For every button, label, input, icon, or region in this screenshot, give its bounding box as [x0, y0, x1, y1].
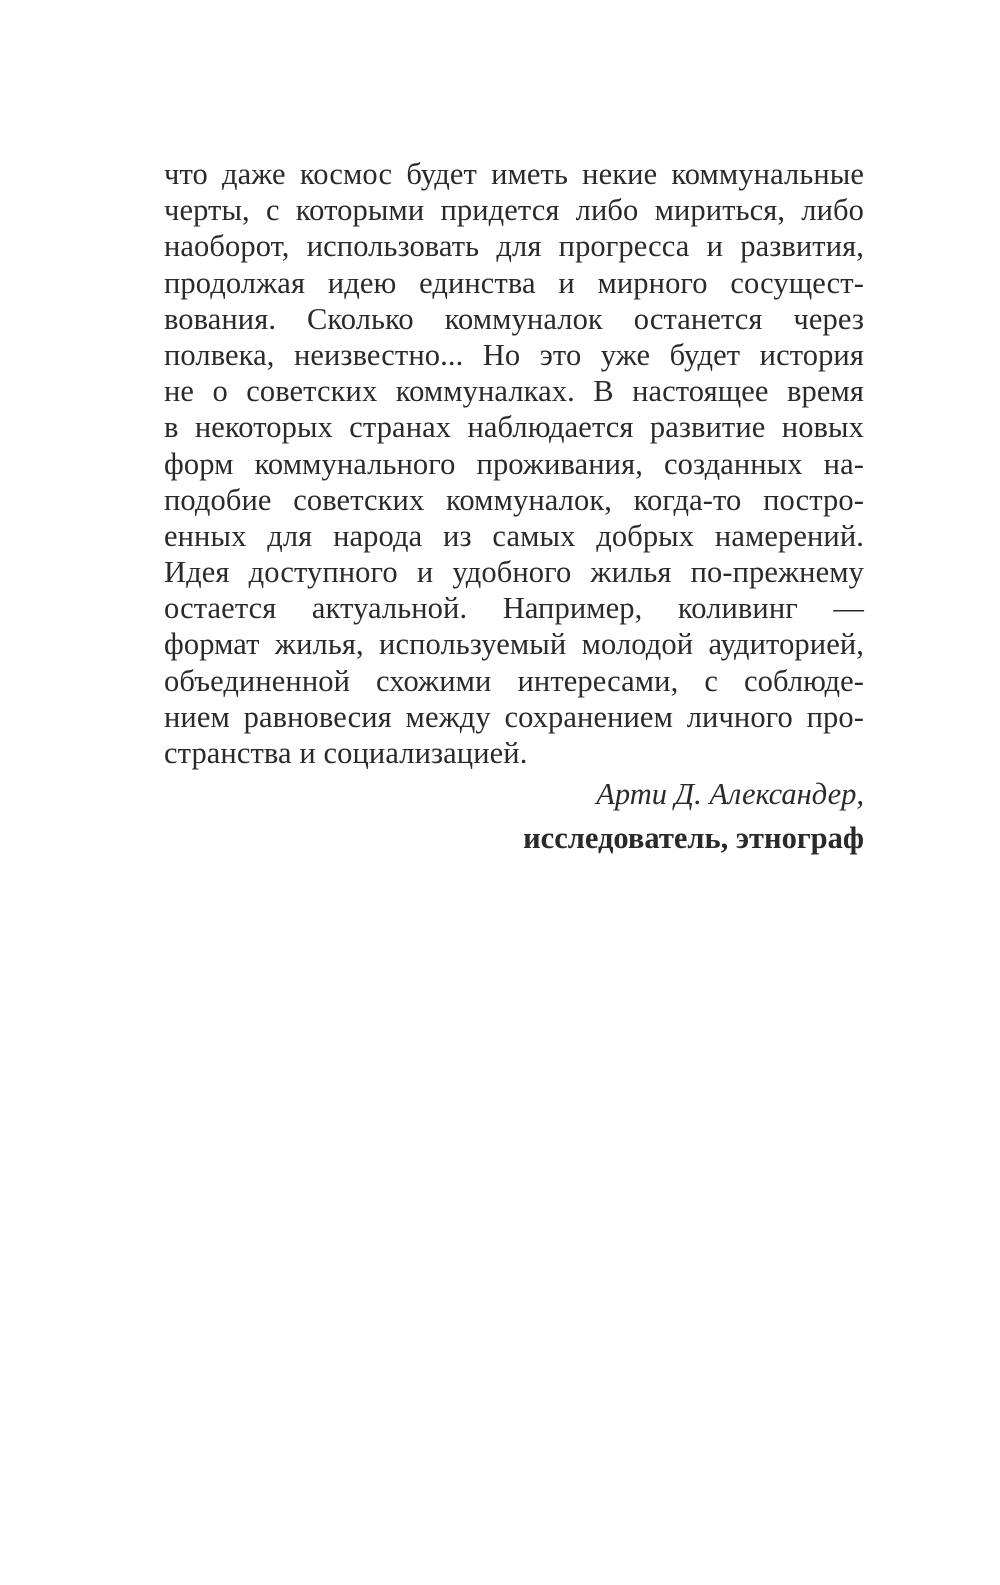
text-line: объединенной схожими интересами, с соблюде-: [164, 663, 864, 698]
text-line: формат жилья, используемый молодой аудиторией,: [164, 627, 864, 662]
text-line: нием равновесия между сохранением личного про-: [164, 699, 864, 734]
text-line: форм коммунального проживания, созданных на-: [164, 446, 864, 481]
text-line: Идея доступного и удобного жилья по-прежнему: [164, 555, 864, 590]
text-line: продолжая идею единства и мирного сосущест-: [164, 265, 864, 300]
text-line: что даже космос будет иметь некие коммунальные: [164, 157, 864, 191]
text-line: в некоторых странах наблюдается развитие новых: [164, 410, 864, 445]
text-line: остается актуальной. Например, коливинг —: [164, 591, 864, 626]
text-line: полвека, неизвестно... Но это уже будет история: [164, 337, 864, 372]
text-line: вования. Сколько коммуналок останется через: [164, 301, 864, 336]
text-line: черты, с которыми придется либо мириться, либо: [164, 193, 864, 228]
text-line-last: странства и социализацией.: [164, 736, 528, 770]
text-line: не о советских коммуналках. В настоящее время: [164, 374, 864, 409]
text-line: енных для народа из самых добрых намерений.: [164, 518, 864, 553]
text-line: подобие советских коммуналок, когда-то постро-: [164, 482, 864, 517]
body-paragraph: [164, 156, 864, 771]
text-line: наоборот, использовать для прогресса и развития,: [164, 229, 864, 264]
author-role: исследователь, этнограф: [523, 821, 864, 855]
author-name: Арти Д. Александер,: [596, 777, 864, 811]
